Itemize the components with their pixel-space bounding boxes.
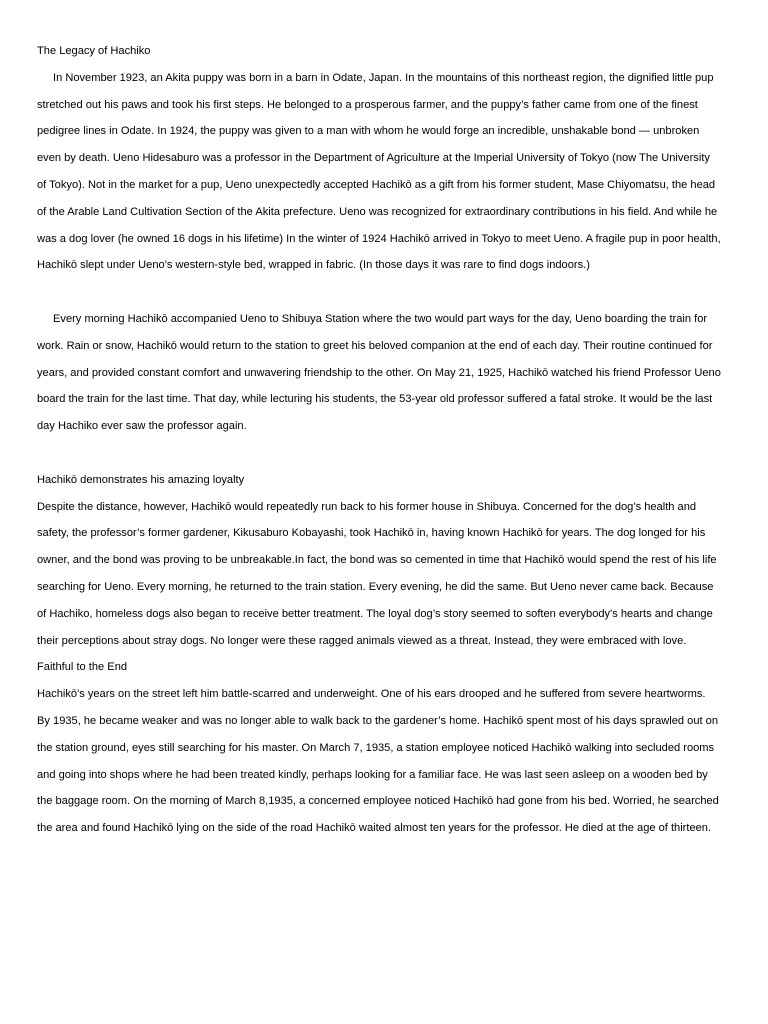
- paragraph-spacer: [37, 279, 721, 306]
- section-body-loyalty: Despite the distance, however, Hachikō would repeatedly run back to his former house in Shibuya. Concerned for the dog’s health and safety, the professor’s former gardener, Kikusaburo Kobayashi, took Hachikō in, having known Hachikō for years. The dog longed for his owner, and the bond was proving to be unbreakable.In fact, the bond was so cemented in time that Hachikō would spend the rest of his life searching for Ueno. Every morning, he returned to the train station. Every evening, he did the same. But Ueno never came back. Because of Hachiko, homeless dogs also began to receive better treatment. The loyal dog’s story seemed to soften everybody's hearts and change their perceptions about stray dogs. No longer were these ragged animals viewed as a threat. Instead, they were embraced with love.: [37, 500, 717, 647]
- section-body-faithful: Hachikō's years on the street left him battle-scarred and underweight. One of his ears drooped and he suffered from severe heartworms. By 1935, he became weaker and was no longer able to walk back to the gardener’s home. Hachikō spent most of his days sprawled out on the station ground, eyes still searching for his master. On March 7, 1935, a station employee noticed Hachikō walking into secluded rooms and going into shops where he had been treated kindly, perhaps looking for a familiar face. He was last seen asleep on a wooden bed by the baggage room. On the morning of March 8,1935, a concerned employee noticed Hachikō had gone from his bed. Worried, he searched the area and found Hachikō lying on the side of the road Hachikō waited almost ten years for the professor. He died at the age of thirteen.: [37, 688, 719, 835]
- document-page: [37, 38, 721, 842]
- section-heading-faithful: Faithful to the End: [37, 661, 128, 674]
- document-title: The Legacy of Hachiko: [37, 45, 151, 57]
- paragraph-birth: In November 1923, an Akita puppy was born in a barn in Odate, Japan. In the mountains of this northeast region, the dignified little pup stretched out his paws and took his first steps. He belonged to a prosperous farmer, and the puppy’s father came from one of the finest pedigree lines in Odate. In 1924, the puppy was given to a man with whom he would forge an incredible, unshakable bond — unbroken even by death. Ueno Hidesaburo was a professor in the Department of Agriculture at the Imperial University of Tokyo (now The University of Tokyo). Not in the market for a pup, Ueno unexpectedly accepted Hachikō as a gift from his former student, Mase Chiyomatsu, the head of the Arable Land Cultivation Section of the Akita prefecture. Ueno was recognized for extraordinary contributions in his field. And while he was a dog lover (he owned 16 dogs in his lifetime) In the winter of 1924 Hachikō arrived in Tokyo to meet Ueno. A fragile pup in poor health, Hachikō slept under Ueno’s western-style bed, wrapped in fabric. (In those days it was rare to find dogs indoors.): [37, 71, 721, 272]
- section-heading-loyalty: Hachikō demonstrates his amazing loyalty: [37, 473, 245, 486]
- paragraph-shibuya-station: Every morning Hachikō accompanied Ueno to Shibuya Station where the two would part ways for the day, Ueno boarding the train for work. Rain or snow, Hachikō would return to the station to greet his beloved companion at the end of each day. Their routine continued for years, and provided constant comfort and unwavering friendship to the other. On May 21, 1925, Hachikō watched his friend Professor Ueno board the train for the last time. That day, while lecturing his students, the 53-year old professor suffered a fatal stroke. It would be the last day Hachiko ever saw the professor again.: [37, 312, 721, 433]
- paragraph-spacer: [37, 440, 721, 467]
